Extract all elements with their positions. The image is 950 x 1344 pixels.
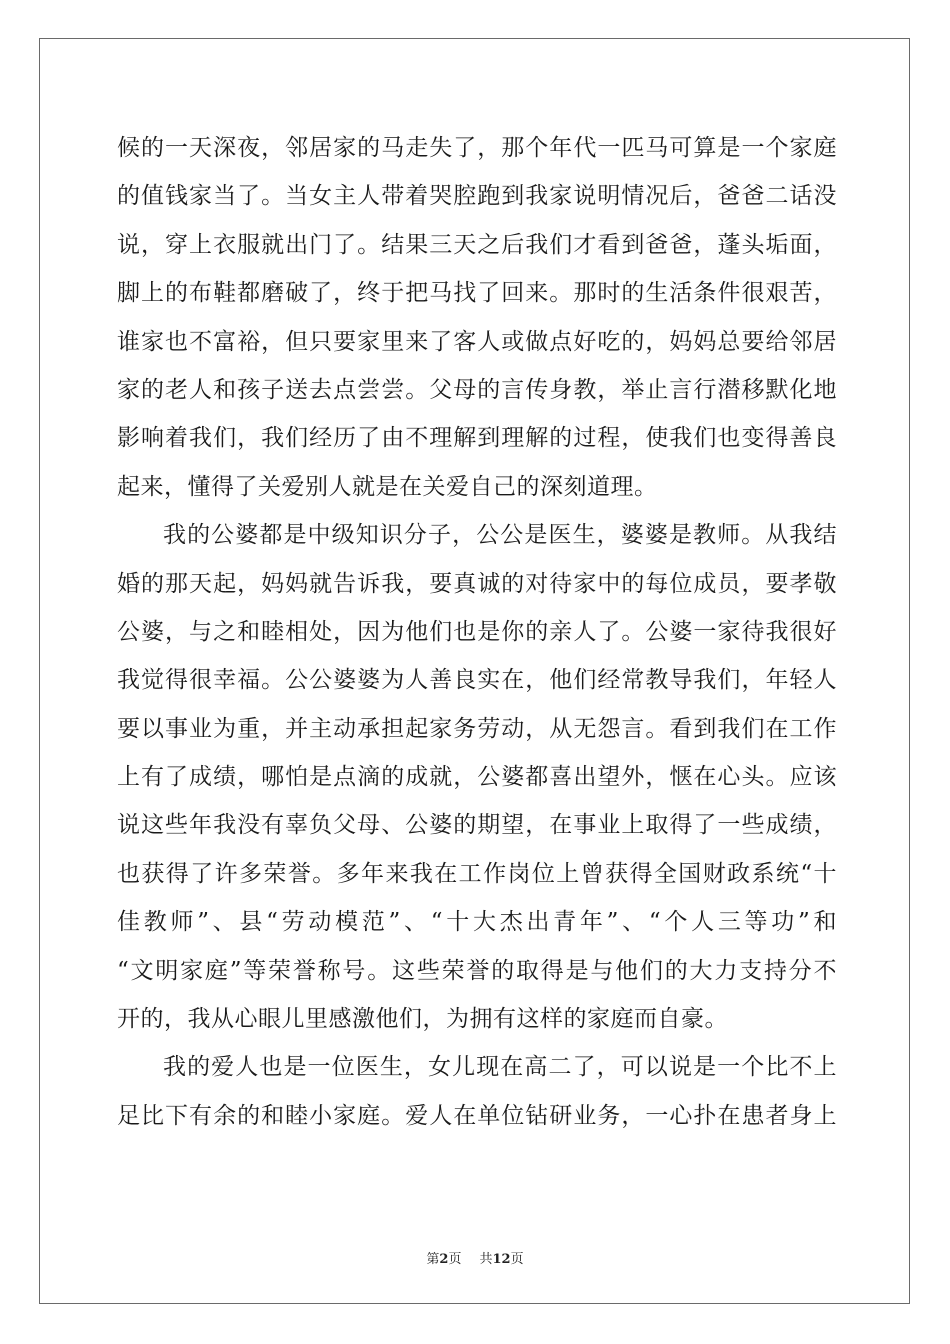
footer-total-prefix: 共: [479, 1252, 493, 1267]
paragraph-line: 候的一天深夜，邻居家的马走失了，那个年代一匹马可算是一个家庭: [117, 135, 837, 161]
paragraph-line: 的值钱家当了。当女主人带着哭腔跑到我家说明情况后，爸爸二话没: [117, 183, 837, 210]
paragraph-line: 脚上的布鞋都磨破了，终于把马找了回来。那时的生活条件很艰苦，: [117, 280, 837, 307]
paragraph-line: 我的爱人也是一位医生，女儿现在高二了，可以说是一个比不上: [163, 1054, 837, 1081]
paragraph-line: 起来，懂得了关爱别人就是在关爱自己的深刻道理。: [117, 473, 658, 500]
paragraph-line: 要以事业为重，并主动承担起家务劳动，从无怨言。看到我们在工作: [117, 715, 837, 742]
paragraph-line: 足比下有余的和睦小家庭。爱人在单位钻研业务，一心扑在患者身上: [117, 1102, 837, 1129]
paragraph-line: 家的老人和孩子送去点尝尝。父母的言传身教，举止言行潜移默化地: [117, 376, 837, 403]
paragraph-line: 说，穿上衣服就出门了。结果三天之后我们才看到爸爸，蓬头垢面，: [117, 231, 837, 258]
paragraph-line: 说这些年我没有辜负父母、公婆的期望，在事业上取得了一些成绩，: [117, 812, 837, 839]
footer-total-number: 12: [492, 1252, 511, 1267]
paragraph-line: 谁家也不富裕，但只要家里来了客人或做点好吃的，妈妈总要给邻居: [117, 328, 837, 355]
paragraph-line: 影响着我们，我们经历了由不理解到理解的过程，使我们也变得善良: [117, 425, 837, 452]
paragraph-line: “文明家庭”等荣誉称号。这些荣誉的取得是与他们的大力支持分不: [117, 957, 837, 984]
footer-page-suffix: 页: [448, 1252, 462, 1267]
page-footer: [0, 1248, 950, 1267]
paragraph-line: 公婆，与之和睦相处，因为他们也是你的亲人了。公婆一家待我很好: [117, 618, 837, 645]
footer-total-suffix: 页: [510, 1252, 524, 1267]
paragraph-line: 我的公婆都是中级知识分子，公公是医生，婆婆是教师。从我结: [163, 522, 837, 549]
paragraph-line: 佳教师”、县“劳动模范”、“十大杰出青年”、“个人三等功”和: [117, 909, 837, 936]
document-body: [117, 124, 837, 1140]
footer-page-number: 2: [439, 1252, 449, 1267]
paragraph-line: 也获得了许多荣誉。多年来我在工作岗位上曾获得全国财政系统“十: [117, 860, 837, 887]
paragraph-line: 我觉得很幸福。公公婆婆为人善良实在，他们经常教导我们，年轻人: [117, 667, 837, 694]
paragraph-line: 上有了成绩，哪怕是点滴的成就，公婆都喜出望外，惬在心头。应该: [117, 764, 837, 791]
paragraph-line: 开的，我从心眼儿里感激他们，为拥有这样的家庭而自豪。: [117, 1006, 728, 1033]
paragraph-line: 婚的那天起，妈妈就告诉我，要真诚的对待家中的每位成员，要孝敬: [117, 570, 837, 597]
footer-page-prefix: 第: [426, 1252, 440, 1267]
